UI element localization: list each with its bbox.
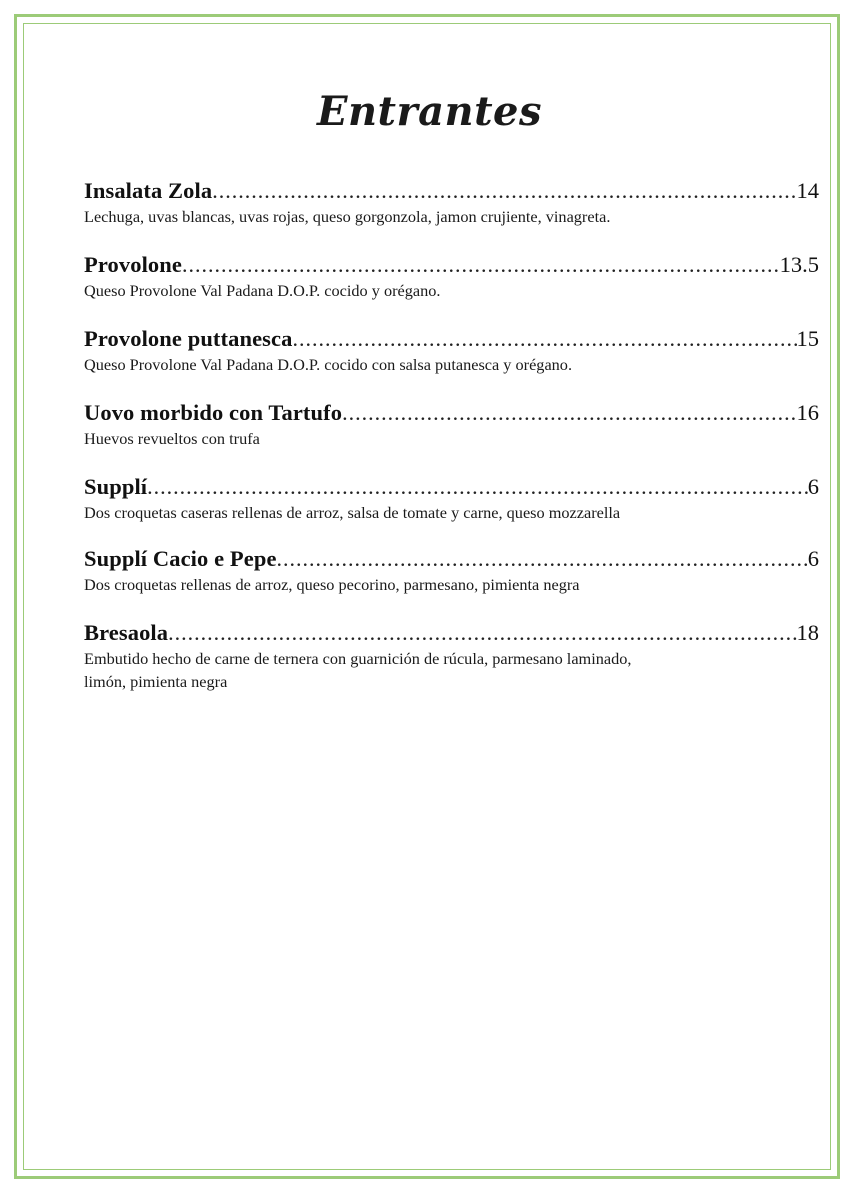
- item-price: 16: [796, 400, 819, 425]
- item-price: 18: [796, 620, 819, 645]
- menu-item-provolone-puttanesca: [84, 326, 819, 376]
- item-price: 6: [807, 474, 819, 499]
- menu-item-uovo-morbido: [84, 400, 819, 450]
- menu-item-provolone: [84, 252, 819, 302]
- item-price: 13.5: [779, 252, 819, 277]
- item-price: 15: [796, 326, 819, 351]
- item-name: Provolone puttanesca: [84, 326, 293, 351]
- dot-leader: [342, 400, 796, 426]
- item-name: Uovo morbido con Tartufo: [84, 400, 343, 425]
- item-description: Dos croquetas caseras rellenas de arroz, salsa de tomate y carne, queso mozzarella: [84, 503, 621, 522]
- item-name: Supplí: [84, 474, 148, 499]
- dot-leader: [277, 546, 808, 572]
- menu-item-suppli-cacio-e-pepe: [84, 546, 819, 596]
- item-description: Lechuga, uvas blancas, uvas rojas, queso gorgonzola, jamon crujiente, vinagreta.: [84, 207, 611, 226]
- menu-item-suppli: [84, 474, 819, 524]
- menu-item-insalata-zola: [84, 178, 819, 228]
- item-name: Provolone: [84, 252, 182, 277]
- item-name: Insalata Zola: [84, 178, 213, 203]
- item-price: 6: [807, 546, 819, 571]
- dot-leader: [292, 326, 796, 352]
- dot-leader: [147, 474, 808, 500]
- dot-leader: [182, 252, 780, 278]
- item-description: Huevos revueltos con trufa: [84, 429, 260, 448]
- item-description-line: Embutido hecho de carne de ternera con guarnición de rúcula, parmesano laminado,: [84, 649, 632, 668]
- menu-title: Entrantes: [316, 88, 543, 135]
- menu-item-bresaola: [84, 620, 819, 693]
- dot-leader: [168, 620, 796, 646]
- item-description: Queso Provolone Val Padana D.O.P. cocido con salsa putanesca y orégano.: [84, 355, 573, 374]
- item-name: Bresaola: [84, 620, 169, 645]
- item-description: Queso Provolone Val Padana D.O.P. cocido y orégano.: [84, 281, 441, 300]
- item-name: Supplí Cacio e Pepe: [84, 546, 277, 571]
- item-description-line: limón, pimienta negra: [84, 672, 228, 691]
- item-description: Dos croquetas rellenas de arroz, queso pecorino, parmesano, pimienta negra: [84, 575, 580, 594]
- item-price: 14: [796, 178, 819, 203]
- dot-leader: [212, 178, 796, 204]
